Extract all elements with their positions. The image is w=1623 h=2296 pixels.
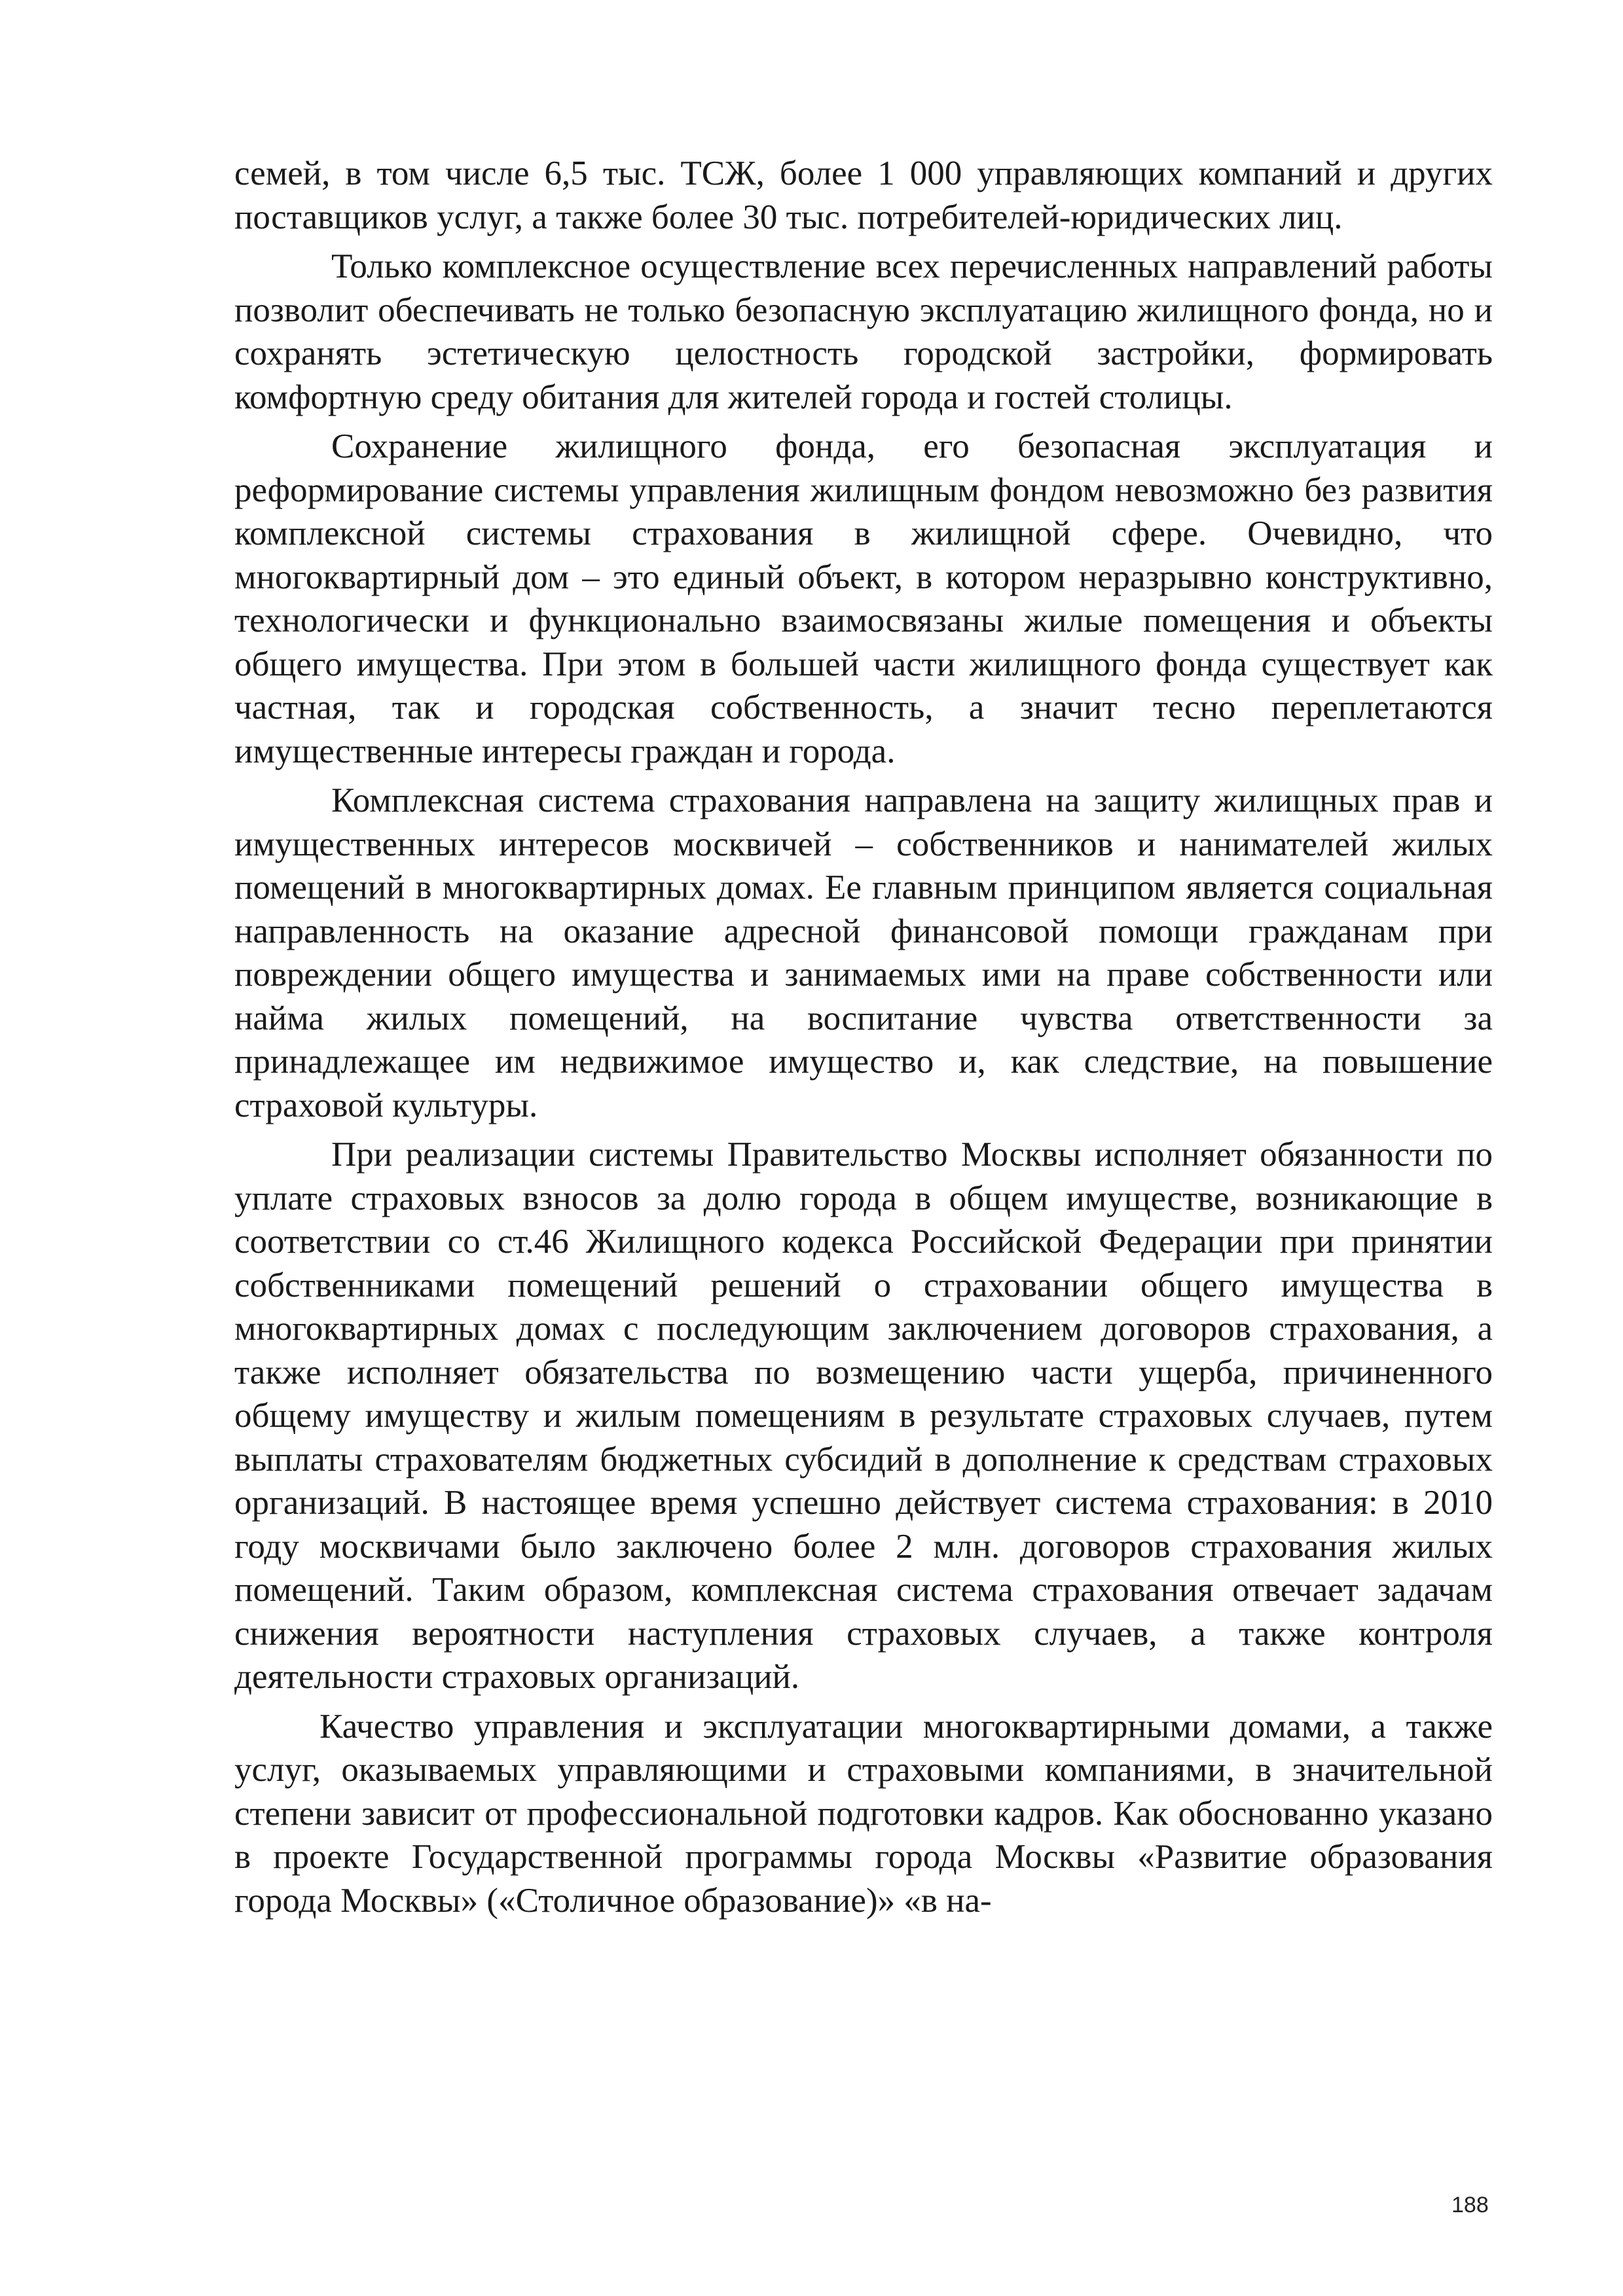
paragraph-housing-preservation: Сохранение жилищного фонда, его безопасная эксплуатация и реформирование системы управления жилищным фондом невозможно без развития комплексной системы страхования в жилищной сфере. Очевидно, что многоквартирный дом – это единый объект, в котором неразрывно конструктивно, технологически и функционально взаимосвязаны жилые помещения и объекты общего имущества. При этом в большей части жилищного фонда существует как частная, так и городская собственность, а значит тесно переплетаются имущественные интересы граждан и города. <box>234 427 1493 770</box>
paragraph-continuation: семей, в том числе 6,5 тыс. ТСЖ, более 1 000 управляющих компаний и других поставщиков услуг, а также более 30 тыс. потребителей-юридических лиц. <box>234 154 1493 236</box>
paragraph-insurance-system: Комплексная система страхования направлена на защиту жилищных прав и имущественных интересов москвичей – собственников и нанимателей жилых помещений в многоквартирных домах. Ее главным принципом является социальная направленность на оказание адресной финансовой помощи гражданам при повреждении общего имущества и занимаемых ими на праве собственности или найма жилых помещений, на воспитание чувства ответственности за принадлежащее им недвижимое имущество и, как следствие, на повышение страховой культуры. <box>234 781 1493 1124</box>
paragraph-government-obligations: При реализации системы Правительство Москвы исполняет обязанности по уплате страховых взносов за долю города в общем имуществе, возникающие в соответствии со ст.46 Жилищного кодекса Российской Федерации при принятии собственниками помещений решений о страховании общего имущества в многоквартирных домах с последующим заключением договоров страхования, а также исполняет обязательства по возмещению части ущерба, причиненного общему имуществу и жилым помещениям в результате страховых случаев, путем выплаты страхователям бюджетных субсидий в дополнение к средствам страховых организаций. В настоящее время успешно действует система страхования: в 2010 году москвичами было заключено более 2 млн. договоров страхования жилых помещений. Таким образом, комплексная система страхования отвечает задачам снижения вероятности наступления страховых случаев, а также контроля деятельности страховых организаций. <box>234 1136 1493 1696</box>
page-number: 188 <box>1451 2193 1489 2217</box>
body-text <box>234 152 1493 1928</box>
paragraph-staff-training: Качество управления и эксплуатации многоквартирными домами, а также услуг, оказываемых управляющими и страховыми компаниями, в значительной степени зависит от профессиональной подготовки кадров. Как обоснованно указано в проекте Государственной программы города Москвы «Развитие образования города Москвы» («Столичное образование)» «в на- <box>234 1707 1493 1920</box>
paragraph-integrated-approach: Только комплексное осуществление всех перечисленных направлений работы позволит обеспечивать не только безопасную эксплуатацию жилищного фонда, но и сохранять эстетическую целостность городской застройки, формировать комфортную среду обитания для жителей города и гостей столицы. <box>234 247 1493 416</box>
